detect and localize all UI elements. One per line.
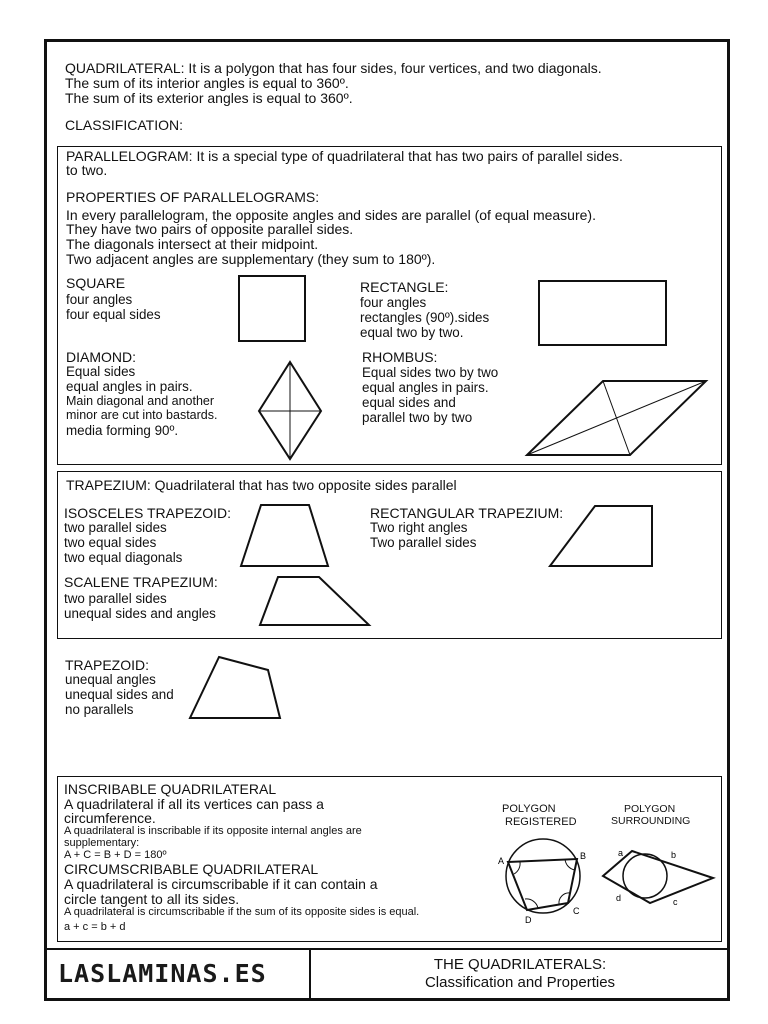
- side-label: c: [673, 897, 678, 907]
- footer-separator: [309, 949, 311, 999]
- site-logo: LASLAMINAS.ES: [58, 959, 267, 988]
- square-line: four equal sides: [66, 307, 161, 322]
- properties-heading: PROPERTIES OF PARALLELOGRAMS:: [66, 189, 320, 205]
- footer-divider: [47, 948, 727, 950]
- vertex-label: B: [580, 851, 587, 861]
- fig2-title: SURROUNDING: [611, 815, 691, 827]
- circumscribable-line: A quadrilateral is circumscribable if it can contain a: [64, 876, 378, 892]
- parallelogram-definition: PARALLELOGRAM: It is a special type of quadrilateral that has two pairs of parallel sides.: [66, 148, 623, 164]
- rhombus-line: equal sides and: [362, 395, 456, 410]
- diamond-note: minor are cut into bastards.: [66, 408, 218, 422]
- side-label: d: [616, 893, 622, 903]
- inscribable-note: A quadrilateral is inscribable if its opposite internal angles are: [64, 825, 362, 837]
- intro-interior-angles: The sum of its interior angles is equal to 360º.: [65, 75, 349, 91]
- scalene-line: two parallel sides: [64, 591, 167, 606]
- trapezoid-line: unequal angles: [65, 672, 156, 687]
- rhombus-line: equal angles in pairs.: [362, 380, 489, 395]
- vertex-label: C: [573, 906, 580, 916]
- side-label: b: [671, 850, 677, 860]
- sheet-title-line1: THE QUADRILATERALS:: [433, 956, 607, 973]
- circumscribable-line: circle tangent to all its sides.: [64, 891, 240, 907]
- rectangle-line: rectangles (90º).sides: [360, 310, 490, 325]
- intro-definition: QUADRILATERAL: It is a polygon that has four sides, four vertices, and two diagonals.: [65, 60, 602, 76]
- parallelogram-definition-cont: to two.: [66, 162, 108, 178]
- vertex-label: A: [498, 856, 505, 866]
- property-4: Two adjacent angles are supplementary (they sum to 180º).: [66, 251, 436, 267]
- rhombus-line: Equal sides two by two: [362, 365, 499, 380]
- diamond-line: media forming 90º.: [66, 423, 179, 438]
- intro-exterior-angles: The sum of its exterior angles is equal to 360º.: [65, 90, 353, 106]
- rectangular-line: Two right angles: [370, 520, 468, 535]
- isosceles-line: two parallel sides: [64, 520, 167, 535]
- inscribable-title: INSCRIBABLE QUADRILATERAL: [64, 781, 277, 797]
- vertex-label: D: [525, 915, 532, 925]
- scalene-title: SCALENE TRAPEZIUM:: [64, 574, 218, 590]
- diamond-title: DIAMOND:: [66, 349, 136, 365]
- rectangle-line: equal two by two.: [360, 325, 464, 340]
- inscribable-note: supplementary:: [64, 837, 140, 849]
- trapezoid-line: no parallels: [65, 702, 134, 717]
- square-line: four angles: [66, 292, 133, 307]
- rectangle-line: four angles: [360, 295, 427, 310]
- rectangular-line: Two parallel sides: [370, 535, 477, 550]
- classification-heading: CLASSIFICATION:: [65, 117, 183, 133]
- side-label: a: [618, 848, 624, 858]
- property-2: They have two pairs of opposite parallel sides.: [66, 221, 354, 237]
- fig1-title: REGISTERED: [505, 816, 577, 828]
- fig2-title: POLYGON: [624, 803, 676, 815]
- circumscribable-title: CIRCUMSCRIBABLE QUADRILATERAL: [64, 861, 319, 877]
- rhombus-line: parallel two by two: [362, 410, 473, 425]
- sheet-title-line2: Classification and Properties: [424, 974, 616, 991]
- isosceles-line: two equal diagonals: [64, 550, 183, 565]
- sheet-title: [312, 956, 728, 992]
- property-1: In every parallelogram, the opposite angles and sides are parallel (of equal measure).: [66, 207, 596, 223]
- diamond-line: Equal sides: [66, 364, 136, 379]
- isosceles-line: two equal sides: [64, 535, 157, 550]
- diamond-note: Main diagonal and another: [66, 394, 215, 408]
- rhombus-title: RHOMBUS:: [362, 349, 438, 365]
- square-title: SQUARE: [66, 275, 126, 291]
- property-3: The diagonals intersect at their midpoint.: [66, 236, 319, 252]
- trapezoid-line: unequal sides and: [65, 687, 174, 702]
- scalene-line: unequal sides and angles: [64, 606, 216, 621]
- fig1-title: POLYGON: [502, 803, 556, 815]
- inscribable-line: circumference.: [64, 810, 156, 826]
- diamond-line: equal angles in pairs.: [66, 379, 193, 394]
- polygon-registered-shape: [506, 839, 580, 913]
- inscribable-formula: A + C = B + D = 180º: [64, 849, 167, 861]
- trapezium-definition: TRAPEZIUM: Quadrilateral that has two opposite sides parallel: [66, 477, 457, 493]
- inscribable-line: A quadrilateral if all its vertices can pass a: [64, 796, 324, 812]
- trapezoid-title: TRAPEZOID:: [65, 657, 150, 673]
- isosceles-title: ISOSCELES TRAPEZOID:: [64, 505, 232, 521]
- circumscribable-formula: a + c = b + d: [64, 921, 126, 933]
- rectangle-title: RECTANGLE:: [360, 279, 449, 295]
- rectangular-title: RECTANGULAR TRAPEZIUM:: [370, 505, 564, 521]
- circumscribable-note: A quadrilateral is circumscribable if the sum of its opposite sides is equal.: [64, 906, 420, 918]
